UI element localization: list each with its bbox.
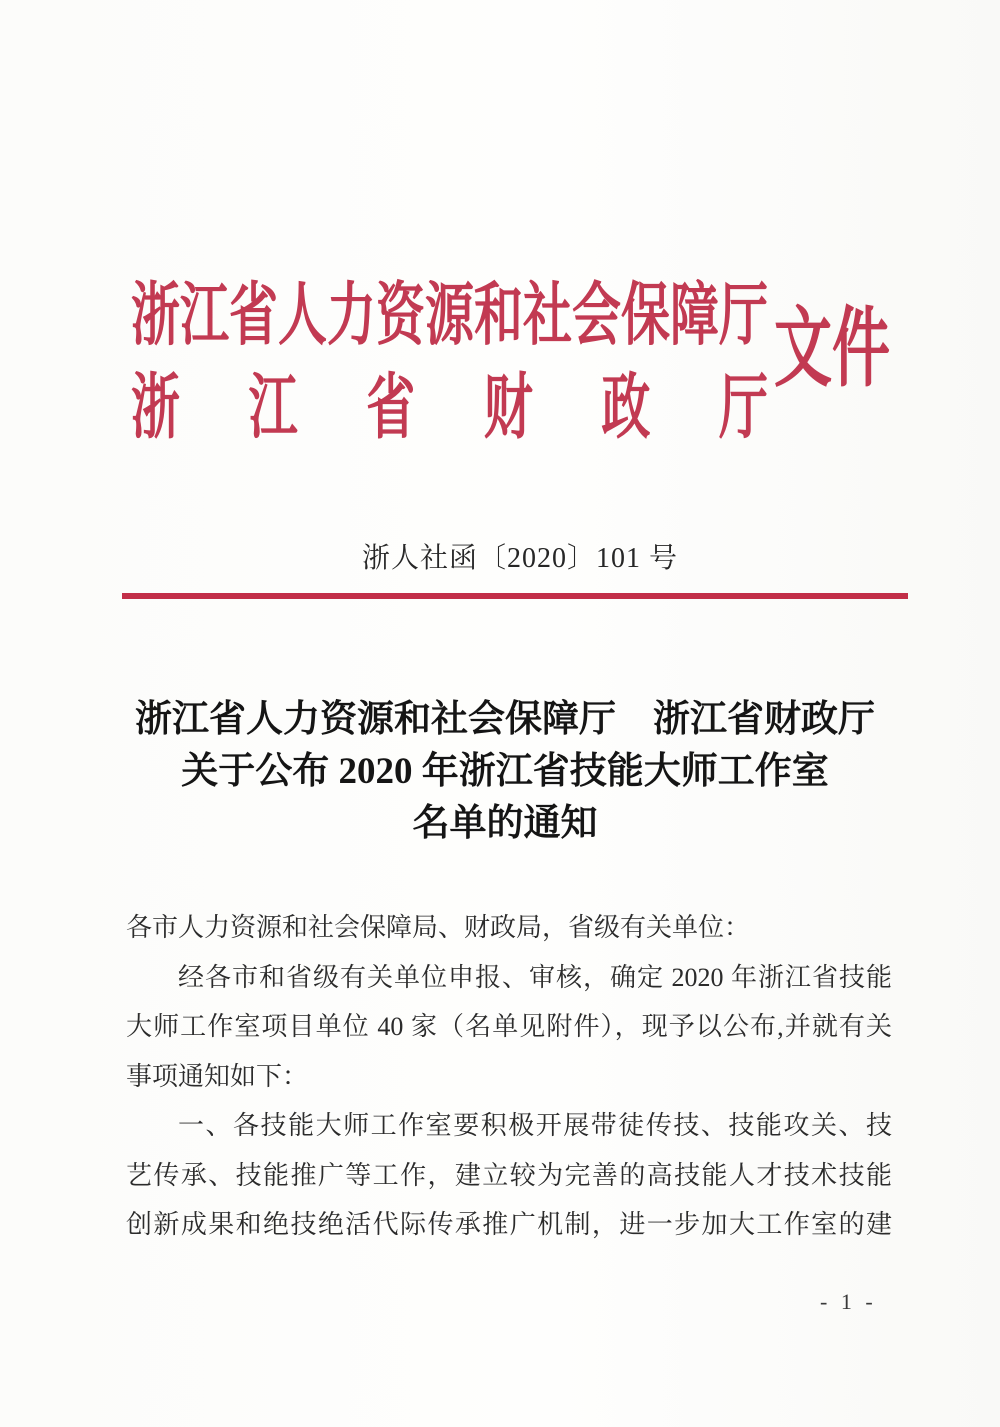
body-line: 事项通知如下： xyxy=(126,1061,309,1091)
agency-char: 省 xyxy=(366,367,416,448)
agency-char: 厅 xyxy=(718,367,768,448)
agency-name-line1: 浙江省人力资源和社会保障厅 xyxy=(131,276,769,354)
agency-char: 浙 xyxy=(131,367,181,448)
page-number: - 1 - xyxy=(820,1289,877,1314)
agency-char: 江 xyxy=(248,367,298,448)
body-line: 创新成果和绝技绝活代际传承推广机制，进一步加大工作室的建 xyxy=(126,1210,892,1239)
body-line: 大师工作室项目单位 40 家（名单见附件），现予以公布,并就有关 xyxy=(126,1012,892,1041)
agency-name-line2 xyxy=(131,367,768,448)
document-title-line-2: 关于公布 2020 年浙江省技能大师工作室 xyxy=(181,751,829,792)
salutation-line: 各市人力资源和社会保障局、财政局，省级有关单位： xyxy=(126,913,751,942)
document-title-line-3: 名单的通知 xyxy=(412,803,598,844)
red-divider-line xyxy=(122,593,908,599)
document-title xyxy=(105,694,905,850)
document-body xyxy=(126,903,892,1250)
doc-number: 浙人社函〔2020〕101 号 xyxy=(361,543,678,574)
body-line: 经各市和省级有关单位申报、审核，确定 2020 年浙江省技能 xyxy=(178,962,892,992)
body-line: 一、各技能大师工作室要积极开展带徒传技、技能攻关、技 xyxy=(178,1111,892,1140)
doc-type-label: 文件 xyxy=(774,300,891,398)
body-line: 艺传承、技能推广等工作，建立较为完善的高技能人才技术技能 xyxy=(126,1160,892,1190)
agency-char: 政 xyxy=(601,367,651,448)
document-title-line-1: 浙江省人力资源和社会保障厅 浙江省财政厅 xyxy=(135,699,875,740)
agency-char: 财 xyxy=(483,367,533,448)
